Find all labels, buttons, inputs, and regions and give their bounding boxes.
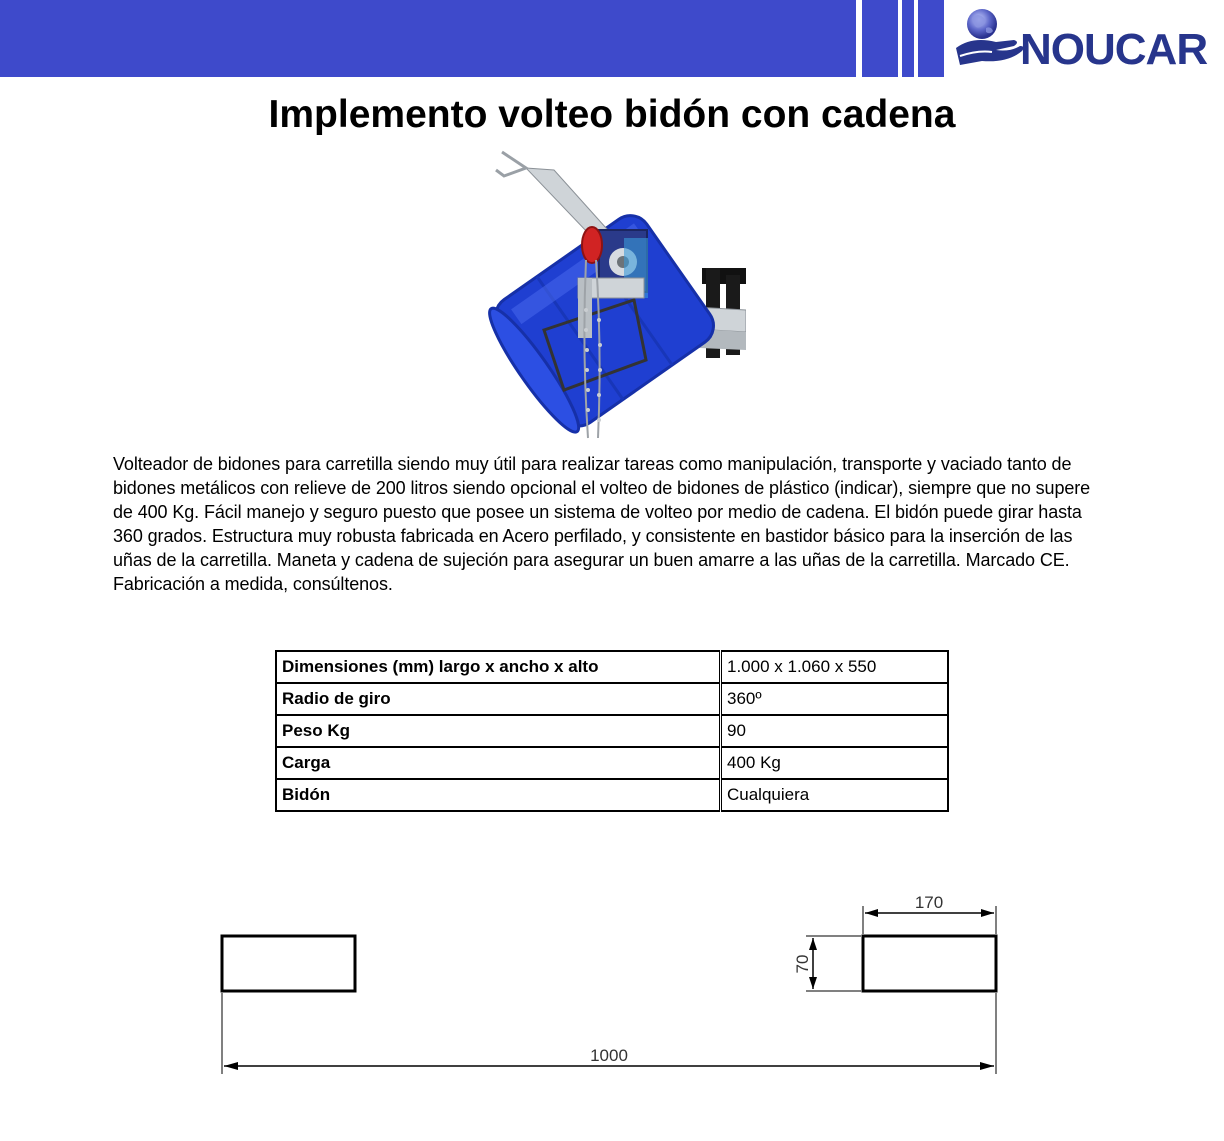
product-image bbox=[474, 150, 746, 440]
left-tine-section bbox=[222, 936, 355, 991]
table-row bbox=[276, 715, 948, 747]
spec-label: Bidón bbox=[276, 779, 721, 811]
header-stripe bbox=[918, 0, 944, 77]
brand-name: NOUCAR bbox=[1020, 25, 1208, 74]
width-dimension-label: 170 bbox=[914, 893, 944, 912]
table-row bbox=[276, 747, 948, 779]
table-row bbox=[276, 651, 948, 683]
spec-value: 90 bbox=[721, 715, 949, 747]
page-title: Implemento volteo bidón con cadena bbox=[268, 93, 956, 136]
spec-label: Carga bbox=[276, 747, 721, 779]
spec-value: Cualquiera bbox=[721, 779, 949, 811]
right-tine-section bbox=[863, 936, 996, 991]
spec-label: Peso Kg bbox=[276, 715, 721, 747]
height-dimension-label: 70 bbox=[793, 954, 812, 974]
spec-label: Dimensiones (mm) largo x ancho x alto bbox=[276, 651, 721, 683]
header-stripe bbox=[862, 0, 898, 77]
spec-value: 400 Kg bbox=[721, 747, 949, 779]
spec-value: 1.000 x 1.060 x 550 bbox=[721, 651, 949, 683]
length-dimension-label: 1000 bbox=[590, 1046, 628, 1065]
table-row bbox=[276, 683, 948, 715]
spec-label: Radio de giro bbox=[276, 683, 721, 715]
technical-drawing bbox=[212, 888, 1012, 1088]
specs-table bbox=[275, 650, 949, 812]
spec-value: 360º bbox=[721, 683, 949, 715]
header-band bbox=[0, 0, 856, 77]
table-row bbox=[276, 779, 948, 811]
header-stripe bbox=[902, 0, 914, 77]
product-description: Volteador de bidones para carretilla siendo muy útil para realizar tareas como manipulación, transporte y vaciado tanto de bidones metálicos con relieve de 200 litros siendo opcional el volteo de bidones de plástico (indicar), siempre que no supere de 400 Kg. Fácil manejo y seguro puesto que posee un sistema de volteo por medio de cadena. El bidón puede girar hasta 360 grados. Estructura muy robusta fabricada en Acero perfilado, y consistente en bastidor básico para la inserción de las uñas de la carretilla. Maneta y cadena de sujeción para asegurar un buen amarre a las uñas de la carretilla. Marcado CE. Fabricación a medida, consúltenos. bbox=[113, 454, 1091, 594]
